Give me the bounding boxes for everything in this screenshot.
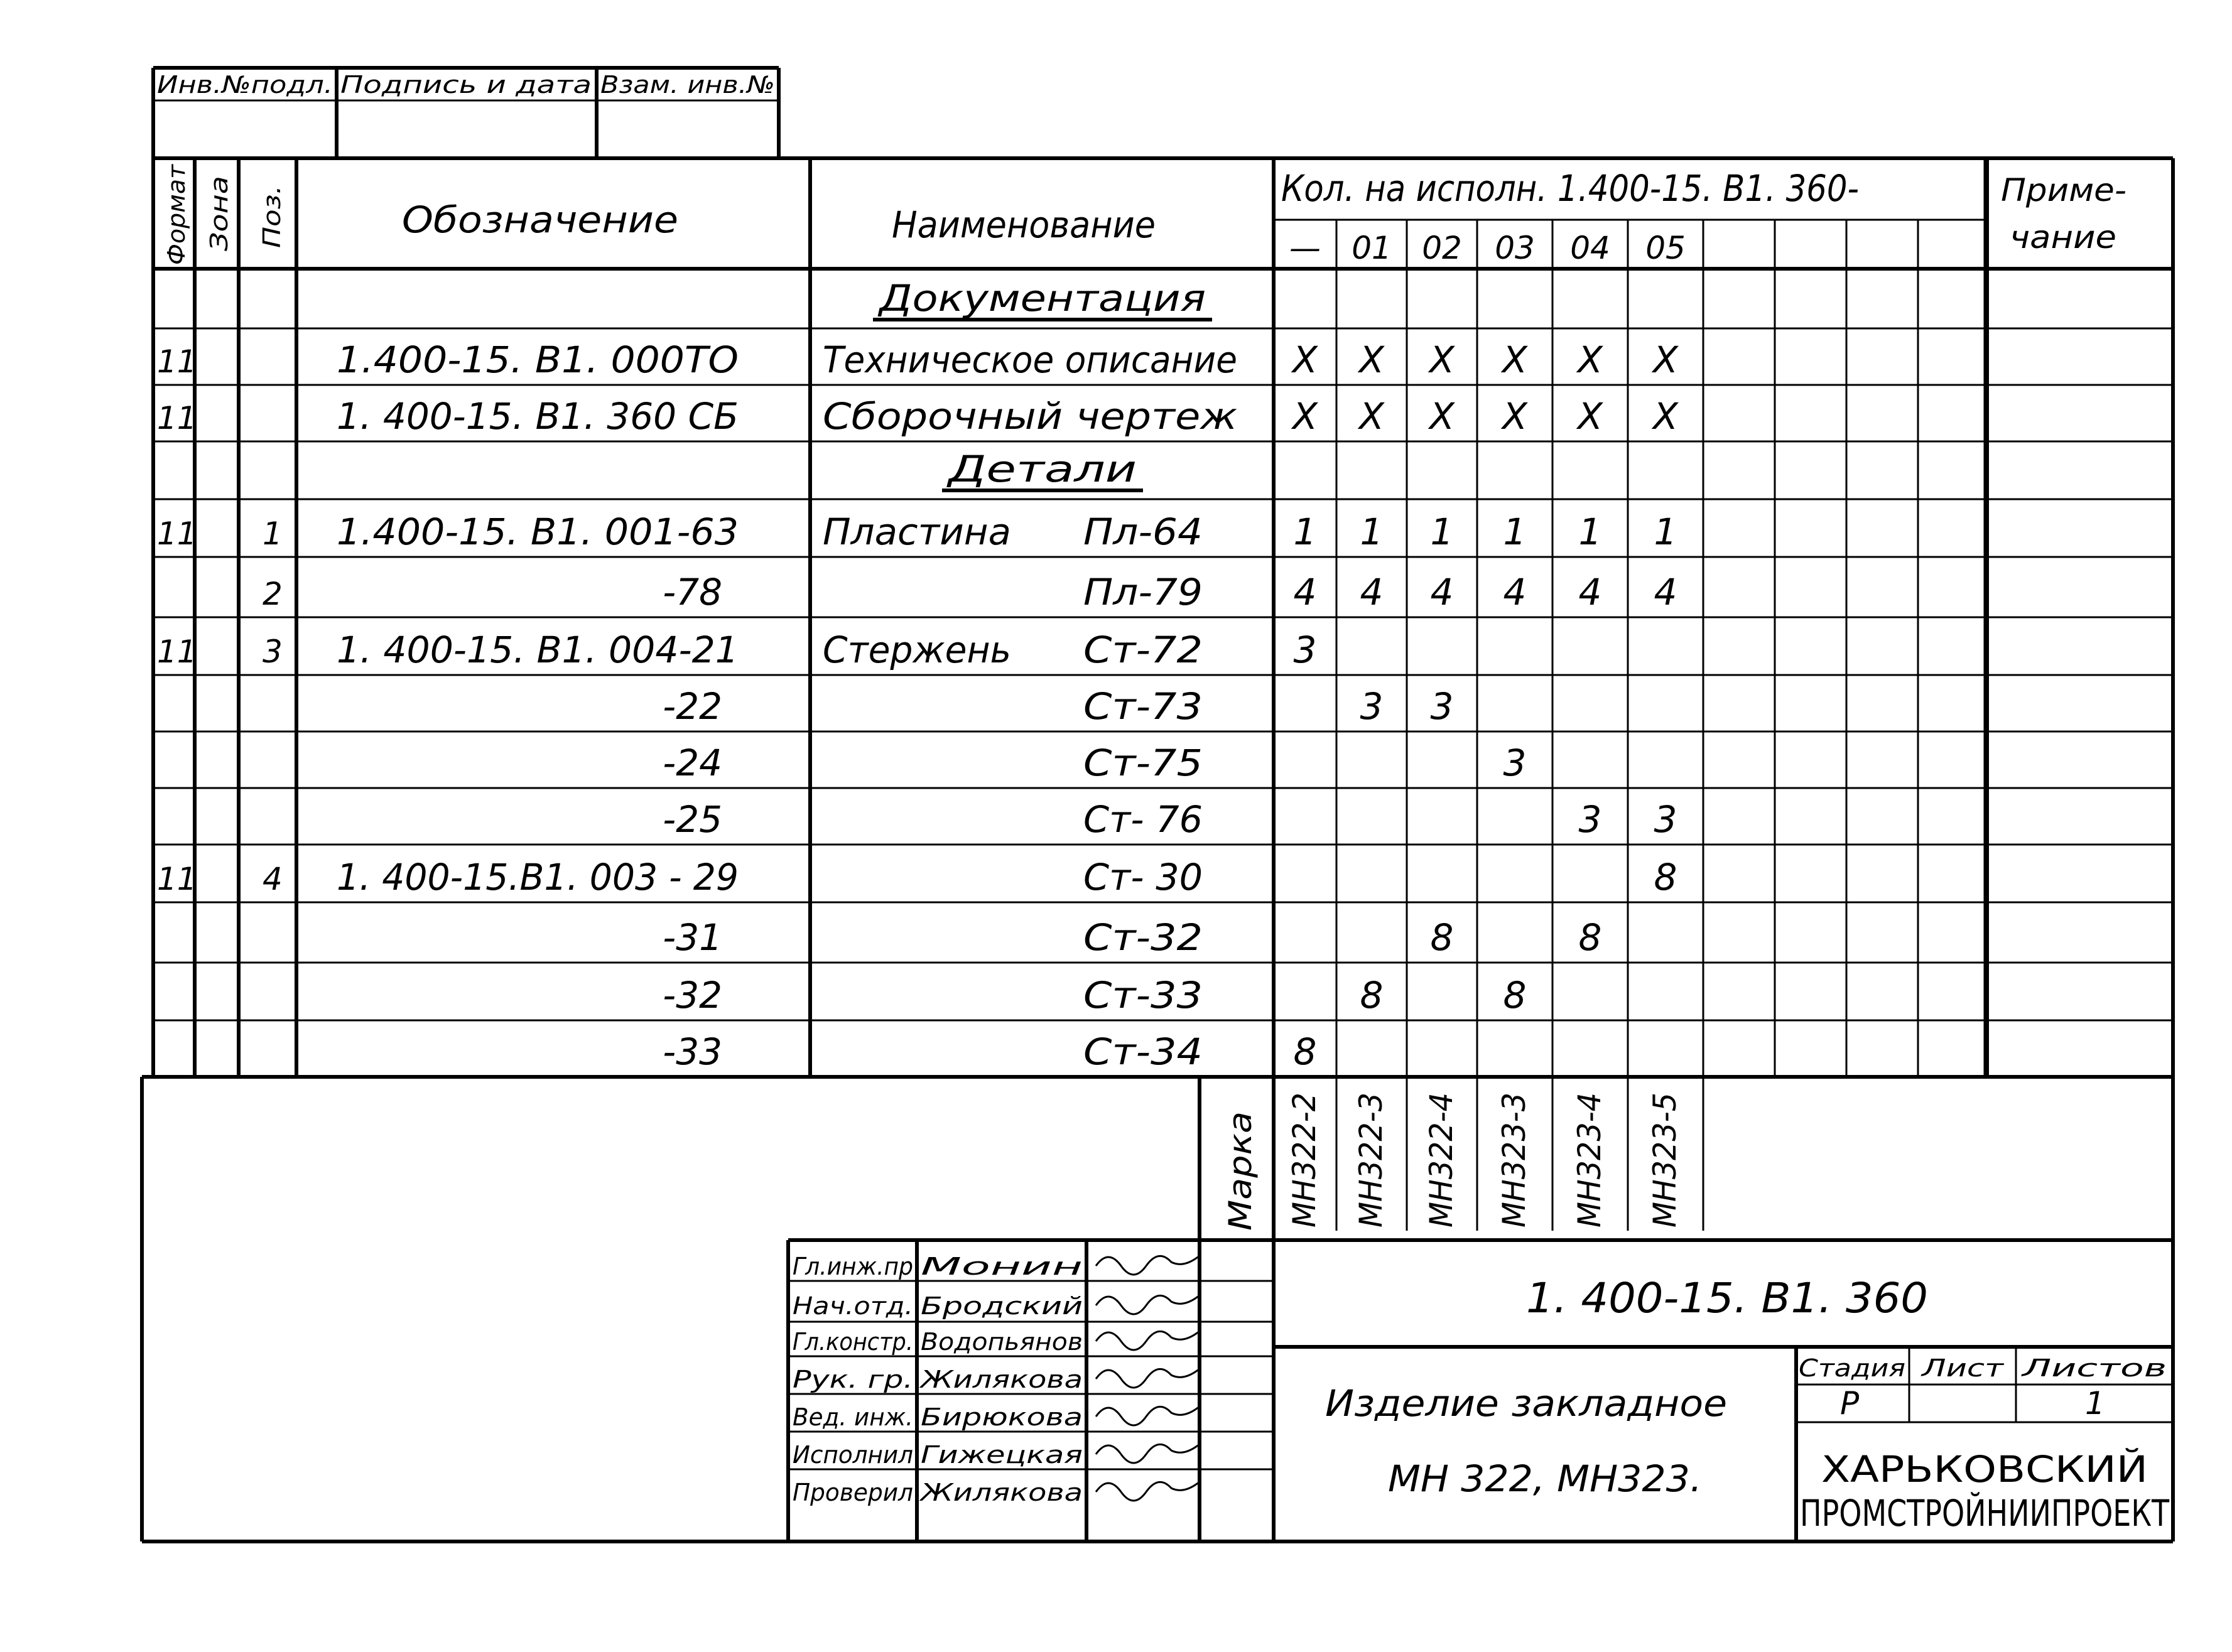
row-naimenovanie-mark: Ст-34 [1083,1030,1203,1073]
table-row [157,395,1679,438]
row-oboznachenie: -78 [663,571,722,613]
row-naimenovanie: Сборочный чертеж [823,395,1237,438]
variant-header-0: — [1289,230,1321,266]
document-designation: 1. 400-15. В1. 360 [1526,1274,1928,1322]
section-title: Документация [877,277,1206,320]
row-qty-2: 8 [1430,916,1454,959]
handwritten-signature [1096,1331,1200,1350]
signature-name: Бирюкова [921,1403,1083,1431]
signature-role: Гл.констр. [793,1328,913,1356]
header-oboznachenie: Обозначение [402,198,678,241]
marka-value-2: МН322-4 [1423,1085,1460,1228]
handwritten-signature [1096,1256,1200,1275]
variant-header-5: 05 [1645,230,1686,266]
row-qty-4: 3 [1578,798,1602,841]
row-naimenovanie-mark: Ст- 30 [1083,856,1203,899]
stadiya-value: Р [1840,1385,1860,1422]
signature-row [793,1441,1200,1469]
row-oboznachenie: -22 [663,685,722,728]
row-qty-1: 3 [1360,685,1384,728]
row-qty-1: 4 [1360,571,1384,613]
header-poz: Поз. [258,195,286,248]
table-row [157,510,1677,553]
signature-row [793,1479,1200,1506]
row-qty-5: X [1653,395,1678,438]
row-qty-5: 8 [1654,856,1677,899]
table-row [663,1030,1316,1073]
signature-role: Проверил [793,1479,913,1506]
row-oboznachenie: -25 [663,798,722,841]
table-header [163,163,2126,265]
signature-block [793,1253,1200,1506]
row-poz: 2 [263,576,283,612]
handwritten-signature [1096,1295,1200,1314]
row-qty-2: 4 [1430,571,1454,613]
row-qty-5: 3 [1654,798,1677,841]
row-qty-3: X [1502,395,1527,438]
row-format: 11 [157,634,197,670]
handwritten-signature [1096,1369,1200,1388]
row-oboznachenie: -33 [663,1030,722,1073]
marka-value-3: МН323-3 [1496,1085,1532,1228]
signature-role: Гл.инж.пр [793,1253,913,1280]
row-naimenovanie-mark: Ст-72 [1083,629,1203,671]
corner-podpis-data: Подпись и дата [340,71,592,99]
row-naimenovanie: Пластина [823,510,1011,553]
row-qty-0: 8 [1293,1030,1317,1073]
row-poz: 4 [263,861,283,897]
row-qty-1: 8 [1360,974,1384,1017]
row-qty-5: 4 [1654,571,1677,613]
row-qty-0: 1 [1293,510,1317,553]
row-oboznachenie: 1.400-15. В1. 001-63 [337,510,739,553]
row-qty-0: X [1292,395,1318,438]
marka-value-5: МН323-5 [1647,1085,1683,1228]
row-naimenovanie-mark: Пл-79 [1083,571,1203,613]
row-qty-4: 1 [1578,510,1602,553]
row-qty-0: 3 [1293,629,1317,671]
header-zona: Зона [205,191,233,251]
row-naimenovanie-mark: Пл-64 [1083,510,1203,553]
marka-value-1: МН322-3 [1353,1085,1389,1228]
stadiya-label: Стадия [1799,1354,1905,1382]
row-qty-4: X [1578,395,1603,438]
row-qty-3: 1 [1503,510,1527,553]
variant-header-2: 02 [1422,230,1462,266]
table-row [157,629,1316,671]
row-oboznachenie: -32 [663,974,722,1017]
row-qty-1: X [1359,395,1384,438]
row-naimenovanie-mark: Ст-75 [1083,742,1203,784]
handwritten-signature [1096,1482,1200,1501]
listov-label: Листов [2020,1354,2167,1382]
section-title: Детали [946,448,1137,490]
signature-row [793,1253,1200,1280]
row-qty-3: X [1502,338,1527,381]
row-qty-4: 4 [1578,571,1602,613]
marka-label: Марка [1222,1126,1259,1231]
signature-row [793,1328,1200,1356]
row-qty-2: 1 [1430,510,1454,553]
header-kol-title: Кол. на исполн. 1.400-15. В1. 360- [1281,167,1859,210]
row-qty-4: X [1578,338,1603,381]
row-qty-0: X [1292,338,1318,381]
row-qty-2: X [1429,338,1455,381]
variant-header-1: 01 [1352,230,1392,266]
table-row [873,277,1212,320]
table-row [157,856,1677,899]
product-name-line2: МН 322, МН323. [1388,1457,1702,1500]
header-primechanie-1: Приме- [2001,172,2126,208]
handwritten-signature [1096,1406,1200,1425]
row-oboznachenie: -31 [663,916,722,959]
row-qty-2: X [1429,395,1455,438]
row-qty-4: 8 [1578,916,1602,959]
row-qty-0: 4 [1293,571,1317,613]
signature-row [793,1366,1200,1393]
row-oboznachenie: 1. 400-15. В1. 004-21 [337,629,739,671]
row-naimenovanie: Техническое описание [823,338,1237,381]
row-qty-1: 1 [1360,510,1384,553]
corner-inv-podl: Инв.№подл. [157,71,333,99]
row-qty-5: X [1653,338,1678,381]
signature-name: Бродский [921,1292,1083,1320]
variant-header-4: 04 [1570,230,1610,266]
row-oboznachenie: 1. 400-15. В1. 360 СБ [337,395,739,438]
signature-name: Водопьянов [921,1328,1083,1356]
signature-role: Рук. гр. [793,1366,913,1393]
table-row [157,338,1679,381]
signature-role: Исполнил [793,1441,913,1469]
organization-line2: ПРОМСТРОЙНИИПРОЕКТ [1800,1492,2219,1535]
row-oboznachenie: 1.400-15. В1. 000ТО [337,338,739,381]
marka-value-4: МН323-4 [1571,1085,1608,1228]
list-label: Лист [1920,1354,2005,1382]
title-block [1325,1274,2219,1535]
row-poz: 3 [263,634,283,670]
row-naimenovanie-mark: Ст- 76 [1083,798,1203,841]
variant-header-3: 03 [1495,230,1535,266]
row-qty-3: 3 [1503,742,1527,784]
table-row [663,742,1526,784]
header-format: Формат [163,168,190,265]
row-naimenovanie-mark: Ст-73 [1083,685,1203,728]
table-row [663,798,1677,841]
header-naimenovanie: Наименование [892,203,1156,246]
signature-name: Жилякова [919,1479,1083,1506]
signature-row [793,1292,1200,1320]
row-poz: 1 [263,516,283,552]
row-oboznachenie: -24 [663,742,722,784]
table-row [263,571,1677,613]
table-row [663,916,1601,959]
product-name-line1: Изделие закладное [1325,1382,1727,1425]
table-row [663,974,1526,1017]
signature-role: Вед. инж. [793,1403,913,1431]
corner-stamp [153,68,779,158]
row-naimenovanie-mark: Ст-33 [1083,974,1203,1017]
marka-value-0: МН322-2 [1286,1085,1323,1228]
row-format: 11 [157,516,197,552]
signature-role: Нач.отд. [793,1292,913,1320]
row-format: 11 [157,343,197,380]
row-naimenovanie: Стержень [823,629,1011,671]
row-qty-1: X [1359,338,1384,381]
row-qty-5: 1 [1654,510,1677,553]
signature-name: Гижецкая [921,1441,1083,1469]
variant-headers [1289,230,1686,266]
header-primechanie-2: чание [2010,219,2116,256]
row-qty-3: 8 [1503,974,1527,1017]
listov-value: 1 [2085,1385,2105,1422]
table-row [663,685,1453,728]
organization-line1: ХАРЬКОВСКИЙ [1821,1448,2076,1491]
signature-row [793,1403,1200,1431]
row-naimenovanie-mark: Ст-32 [1083,916,1203,959]
row-format: 11 [157,861,197,897]
row-qty-2: 3 [1430,685,1454,728]
row-qty-3: 4 [1503,571,1527,613]
marka-row [1222,1085,1683,1231]
row-format: 11 [157,400,197,436]
signature-name: Монин [921,1253,1083,1280]
signature-name: Жилякова [919,1366,1083,1393]
handwritten-signature [1096,1444,1200,1463]
corner-vzam-inv: Взам. инв.№ [600,71,775,99]
row-oboznachenie: 1. 400-15.В1. 003 - 29 [337,856,739,899]
table-row [942,448,1143,490]
